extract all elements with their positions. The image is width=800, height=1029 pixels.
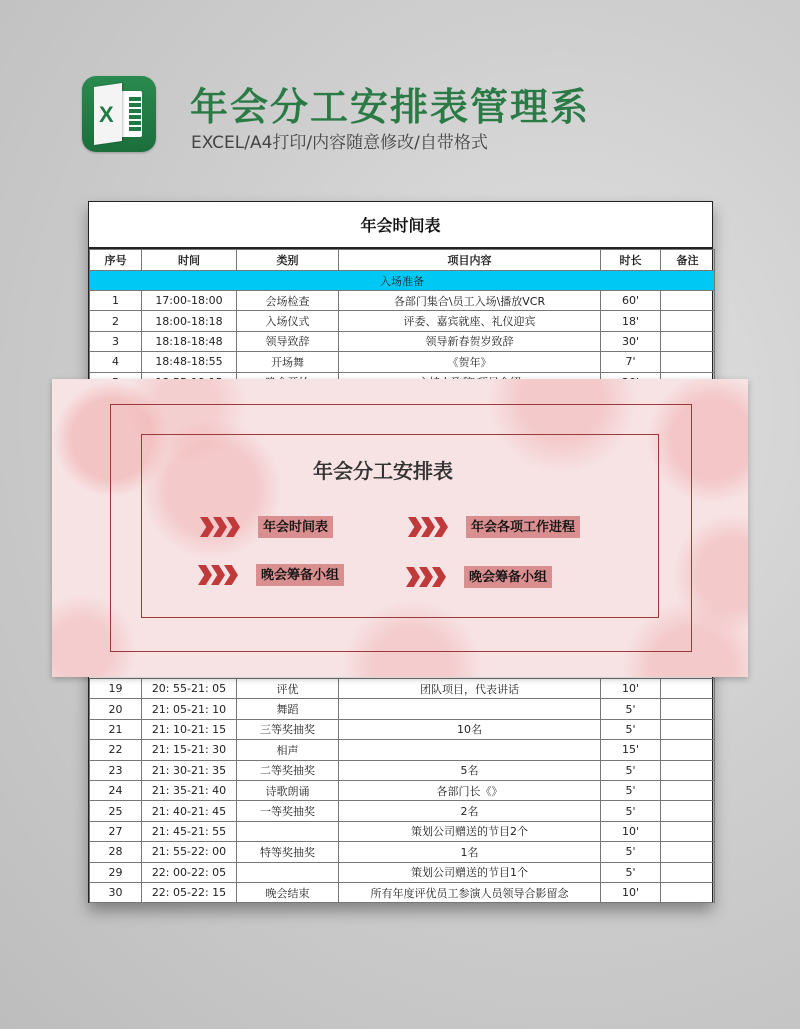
- cell-duration: 10': [601, 679, 661, 699]
- cell-duration: 5': [601, 719, 661, 739]
- cell-content: 1名: [339, 842, 601, 862]
- cell-category: 一等奖抽奖: [237, 801, 339, 821]
- cell-time: 18:00-18:18: [142, 311, 237, 331]
- cell-time: 21: 35-21: 40: [142, 780, 237, 800]
- page-title: 年会分工安排表管理系: [190, 85, 591, 129]
- cell-duration: 5': [601, 862, 661, 882]
- cell-duration: 5': [601, 699, 661, 719]
- cell-content: 团队项目，代表讲话: [339, 679, 601, 699]
- table-row: [90, 842, 715, 862]
- cell-note: [661, 801, 715, 821]
- triple-chevron-right-icon: [198, 565, 244, 585]
- cell-time: 21: 15-21: 30: [142, 740, 237, 760]
- cell-category: 三等奖抽奖: [237, 719, 339, 739]
- menu-label: 晚会筹备小组: [464, 566, 552, 588]
- cell-duration: 5': [601, 801, 661, 821]
- menu-label: 年会时间表: [258, 516, 333, 538]
- cell-note: [661, 821, 715, 841]
- cell-note: [661, 331, 715, 351]
- cell-duration: 60': [601, 291, 661, 311]
- cell-content: 《贺年》: [339, 352, 601, 372]
- triple-chevron-right-icon: [406, 567, 452, 587]
- table-row: [90, 760, 715, 780]
- cell-content: 评委、嘉宾就座、礼仪迎宾: [339, 311, 601, 331]
- cell-category: 相声: [237, 740, 339, 760]
- cell-content: 各部门长《》: [339, 780, 601, 800]
- cell-time: 21: 30-21: 35: [142, 760, 237, 780]
- cell-time: 18:48-18:55: [142, 352, 237, 372]
- cell-no: 20: [90, 699, 142, 719]
- table-row: [90, 740, 715, 760]
- cell-time: 21: 45-21: 55: [142, 821, 237, 841]
- cell-content: [339, 699, 601, 719]
- cell-category: 二等奖抽奖: [237, 760, 339, 780]
- cell-content: 所有年度评优员工参演人员领导合影留念: [339, 882, 601, 902]
- cell-no: 19: [90, 679, 142, 699]
- table-row: [90, 882, 715, 902]
- cell-duration: 10': [601, 882, 661, 902]
- cell-note: [661, 699, 715, 719]
- cell-category: 入场仪式: [237, 311, 339, 331]
- grid-lines: [129, 97, 141, 131]
- cell-time: 17:00-18:00: [142, 291, 237, 311]
- section-label: 入场准备: [90, 271, 715, 291]
- cell-note: [661, 291, 715, 311]
- cell-time: 18:18-18:48: [142, 331, 237, 351]
- cell-note: [661, 740, 715, 760]
- cell-time: 21: 55-22: 00: [142, 842, 237, 862]
- cell-no: 24: [90, 780, 142, 800]
- cell-time: 21: 05-21: 10: [142, 699, 237, 719]
- cell-note: [661, 719, 715, 739]
- menu-item-prep-team[interactable]: [198, 564, 344, 586]
- table-row: [90, 862, 715, 882]
- table-row: [90, 821, 715, 841]
- cell-note: [661, 760, 715, 780]
- triple-chevron-right-icon: [408, 517, 454, 537]
- table-row: [90, 780, 715, 800]
- cell-note: [661, 780, 715, 800]
- cell-no: 2: [90, 311, 142, 331]
- sheet-title: 年会时间表: [89, 202, 712, 249]
- cell-time: 22: 05-22: 15: [142, 882, 237, 902]
- menu-item-schedule[interactable]: [200, 516, 333, 538]
- col-header-time: 时间: [142, 250, 237, 271]
- cell-content: 领导新春贺岁致辞: [339, 331, 601, 351]
- menu-label: 晚会筹备小组: [256, 564, 344, 586]
- menu-item-prep-team-2[interactable]: [406, 566, 552, 588]
- cell-note: [661, 842, 715, 862]
- cell-no: 4: [90, 352, 142, 372]
- cell-content: [339, 740, 601, 760]
- cell-no: 1: [90, 291, 142, 311]
- cell-content: 5名: [339, 760, 601, 780]
- cell-no: 3: [90, 331, 142, 351]
- cell-no: 30: [90, 882, 142, 902]
- table-row: [90, 719, 715, 739]
- cell-duration: 5': [601, 842, 661, 862]
- section-row: [90, 271, 715, 291]
- overlay-banner: [52, 379, 748, 677]
- cell-no: 22: [90, 740, 142, 760]
- cell-content: 策划公司赠送的节目2个: [339, 821, 601, 841]
- cell-category: 晚会结束: [237, 882, 339, 902]
- cell-note: [661, 352, 715, 372]
- cell-no: 25: [90, 801, 142, 821]
- schedule-table-bottom: [89, 678, 715, 903]
- cell-duration: 7': [601, 352, 661, 372]
- cell-duration: 15': [601, 740, 661, 760]
- menu-label: 年会各项工作进程: [466, 516, 580, 538]
- table-row: [90, 352, 715, 372]
- cell-no: 28: [90, 842, 142, 862]
- table-header-row: [90, 250, 715, 271]
- cell-no: 23: [90, 760, 142, 780]
- excel-icon: [82, 76, 156, 152]
- table-row: [90, 801, 715, 821]
- cell-no: 27: [90, 821, 142, 841]
- cell-note: [661, 311, 715, 331]
- cell-category: 诗歌朗诵: [237, 780, 339, 800]
- col-header-no: 序号: [90, 250, 142, 271]
- cell-category: 评优: [237, 679, 339, 699]
- col-header-note: 备注: [661, 250, 715, 271]
- table-row: [90, 291, 715, 311]
- triple-chevron-right-icon: [200, 517, 246, 537]
- cell-content: 2名: [339, 801, 601, 821]
- cell-no: 29: [90, 862, 142, 882]
- cell-content: 10名: [339, 719, 601, 739]
- page-subtitle: EXCEL/A4打印/内容随意修改/自带格式: [191, 133, 488, 153]
- cell-content: 策划公司赠送的节目1个: [339, 862, 601, 882]
- cell-category: [237, 862, 339, 882]
- cell-duration: 10': [601, 821, 661, 841]
- cell-category: 特等奖抽奖: [237, 842, 339, 862]
- cell-category: [237, 821, 339, 841]
- cell-content: 各部门集合\员工入场\播放VCR: [339, 291, 601, 311]
- table-row: [90, 699, 715, 719]
- excel-x-letter: X: [99, 102, 114, 127]
- col-header-content: 项目内容: [339, 250, 601, 271]
- cell-note: [661, 679, 715, 699]
- col-header-duration: 时长: [601, 250, 661, 271]
- cell-note: [661, 882, 715, 902]
- cell-no: 21: [90, 719, 142, 739]
- cell-duration: 18': [601, 311, 661, 331]
- table-row: [90, 331, 715, 351]
- menu-item-work-progress[interactable]: [408, 516, 580, 538]
- cell-duration: 30': [601, 331, 661, 351]
- cell-note: [661, 862, 715, 882]
- table-row: [90, 311, 715, 331]
- cell-time: 21: 40-21: 45: [142, 801, 237, 821]
- cell-time: 20: 55-21: 05: [142, 679, 237, 699]
- cell-duration: 5': [601, 760, 661, 780]
- cell-category: 会场检查: [237, 291, 339, 311]
- cell-category: 舞蹈: [237, 699, 339, 719]
- cell-time: 21: 10-21: 15: [142, 719, 237, 739]
- cell-time: 22: 00-22: 05: [142, 862, 237, 882]
- cell-category: 领导致辞: [237, 331, 339, 351]
- cell-category: 开场舞: [237, 352, 339, 372]
- cell-duration: 5': [601, 780, 661, 800]
- col-header-category: 类别: [237, 250, 339, 271]
- schedule-table-top: [89, 249, 715, 393]
- banner-title: 年会分工安排表: [313, 459, 453, 483]
- table-row: [90, 679, 715, 699]
